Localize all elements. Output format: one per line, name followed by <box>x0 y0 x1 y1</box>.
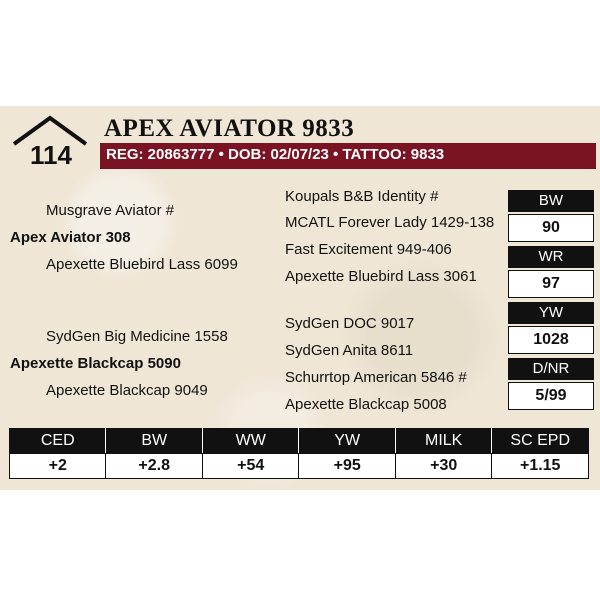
epd-value-yw: +95 <box>299 454 395 479</box>
sire-dam-dam: Apexette Bluebird Lass 3061 <box>285 268 477 285</box>
epd-value-row <box>10 454 589 479</box>
dam-dam-dam: Apexette Blackcap 5008 <box>285 396 447 413</box>
epd-header-yw: YW <box>299 429 395 454</box>
yw-value: 1028 <box>508 326 594 354</box>
sire: Apex Aviator 308 <box>10 229 131 246</box>
dam-dam-sire: Schurrtop American 5846 # <box>285 369 467 386</box>
dam-sire-dam: SydGen Anita 8611 <box>285 342 414 359</box>
epd-header-bw: BW <box>106 429 202 454</box>
dam: Apexette Blackcap 5090 <box>10 355 181 372</box>
sire-sire-sire: Koupals B&B Identity # <box>285 188 439 205</box>
sire-sire-dam: MCATL Forever Lady 1429-138 <box>285 214 495 231</box>
bw-label: BW <box>508 190 594 212</box>
epd-header-ww: WW <box>202 429 298 454</box>
epd-header-sc: SC EPD <box>492 429 589 454</box>
dam-sire-sire: SydGen DOC 9017 <box>285 315 415 332</box>
sire-dam-sire: Fast Excitement 949-406 <box>285 241 452 258</box>
dam-dam: Apexette Blackcap 9049 <box>46 382 208 399</box>
epd-value-milk: +30 <box>395 454 491 479</box>
epd-header-ced: CED <box>10 429 106 454</box>
dnr-value: 5/99 <box>508 382 594 410</box>
dnr-label: D/NR <box>508 358 594 380</box>
epd-header-milk: MILK <box>395 429 491 454</box>
epd-value-bw: +2.8 <box>106 454 202 479</box>
wr-value: 97 <box>508 270 594 298</box>
epd-header-row <box>10 429 589 454</box>
sire-dam: Apexette Bluebird Lass 6099 <box>46 256 238 273</box>
lot-number: 114 <box>30 140 72 170</box>
animal-name: APEX AVIATOR 9833 <box>104 115 355 142</box>
epd-value-sc: +1.15 <box>492 454 589 479</box>
yw-label: YW <box>508 302 594 324</box>
wr-label: WR <box>508 246 594 268</box>
sire-sire: Musgrave Aviator # <box>46 202 175 219</box>
epd-value-ced: +2 <box>10 454 106 479</box>
bw-value: 90 <box>508 214 594 242</box>
epd-value-ww: +54 <box>202 454 298 479</box>
registration-text: REG: 20863777 • DOB: 02/07/23 • TATTOO: 9833 <box>106 146 445 163</box>
dam-sire: SydGen Big Medicine 1558 <box>46 328 228 345</box>
epd-table <box>9 428 589 479</box>
